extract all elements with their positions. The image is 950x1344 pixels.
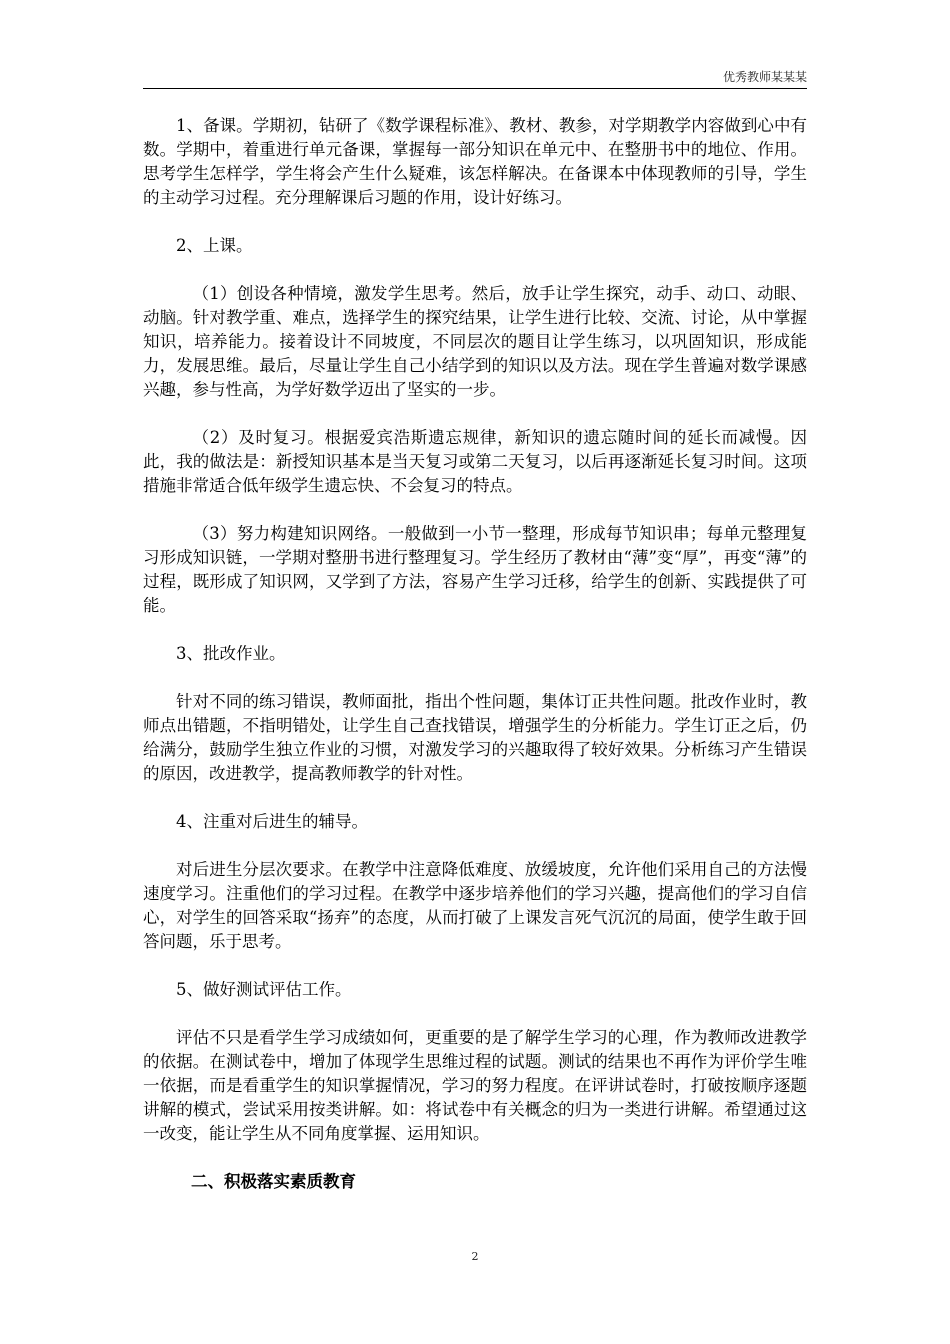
paragraph-testing-heading: 5、做好测试评估工作。 [176, 980, 352, 999]
paragraph-homework-correction: 针对不同的练习错误，教师面批，指出个性问题，集体订正共性问题。批改作业时，教师点出错题，不指明错处，让学生自己查找错误，增强学生的分析能力。学生订正之后，仍给满分，鼓励学生独立作业的习惯，对激发学习的兴趣取得了较好效果。分析练习产生错误的原因，改进教学，提高教师教学的针对性。 [143, 692, 807, 783]
paragraph-knowledge-network: （3）努力构建知识网络。一般做到一小节一整理，形成每节知识串；每单元整理复习形成知识链，一学期对整册书进行整理复习。学生经历了教材由“薄”变“厚”，再变“薄”的过程，既形成了知识网，又学到了方法，容易产生学习迁移，给学生的创新、实践提供了可能。 [143, 524, 807, 615]
page-header [143, 70, 807, 89]
paragraph-timely-review: （2）及时复习。根据爱宾浩斯遗忘规律，新知识的遗忘随时间的延长而减慢。因此，我的做法是：新授知识基本是当天复习或第二天复习，以后再逐渐延长复习时间。这项措施非常适合低年级学生遗忘快、不会复习的特点。 [143, 428, 807, 495]
section-heading: 二、积极落实素质教育 [191, 1172, 356, 1191]
paragraph-homework-heading: 3、批改作业。 [176, 644, 286, 663]
paragraph-class-heading: 2、上课。 [176, 236, 253, 255]
document-body [143, 114, 807, 1194]
page-number: 2 [471, 1250, 479, 1263]
header-author-text: 优秀教师某某某 [722, 70, 807, 84]
paragraph-lesson-prep: 1、备课。学期初，钻研了《数学课程标准》、教材、教参，对学期教学内容做到心中有数。学期中，着重进行单元备课，掌握每一部分知识在单元中、在整册书中的地位、作用。思考学生怎样学，学生将会产生什么疑难，该怎样解决。在备课本中体现教师的引导，学生的主动学习过程。充分理解课后习题的作用，设计好练习。 [143, 116, 807, 207]
paragraph-create-situations: （1）创设各种情境，激发学生思考。然后，放手让学生探究，动手、动口、动眼、动脑。针对教学重、难点，选择学生的探究结果，让学生进行比较、交流、讨论，从中掌握知识，培养能力。接着设计不同坡度，不同层次的题目让学生练习，以巩固知识，形成能力，发展思维。最后，尽量让学生自己小结学到的知识以及方法。现在学生普遍对数学课感兴趣，参与性高，为学好数学迈出了坚实的一步。 [143, 284, 807, 399]
paragraph-tutoring-heading: 4、注重对后进生的辅导。 [176, 812, 368, 831]
paragraph-testing: 评估不只是看学生学习成绩如何，更重要的是了解学生学习的心理，作为教师改进教学的依据。在测试卷中，增加了体现学生思维过程的试题。测试的结果也不再作为评价学生唯一依据，而是看重学生的知识掌握情况，学习的努力程度。在评讲试卷时，打破按顺序逐题讲解的模式，尝试采用按类讲解。如：将试卷中有关概念的归为一类进行讲解。希望通过这一改变，能让学生从不同角度掌握、运用知识。 [143, 1028, 807, 1143]
paragraph-tutoring: 对后进生分层次要求。在教学中注意降低难度、放缓坡度，允许他们采用自己的方法慢速度学习。注重他们的学习过程。在教学中逐步培养他们的学习兴趣，提高他们的学习自信心，对学生的回答采取“扬弃”的态度，从而打破了上课发言死气沉沉的局面，使学生敢于回答问题，乐于思考。 [143, 860, 807, 951]
